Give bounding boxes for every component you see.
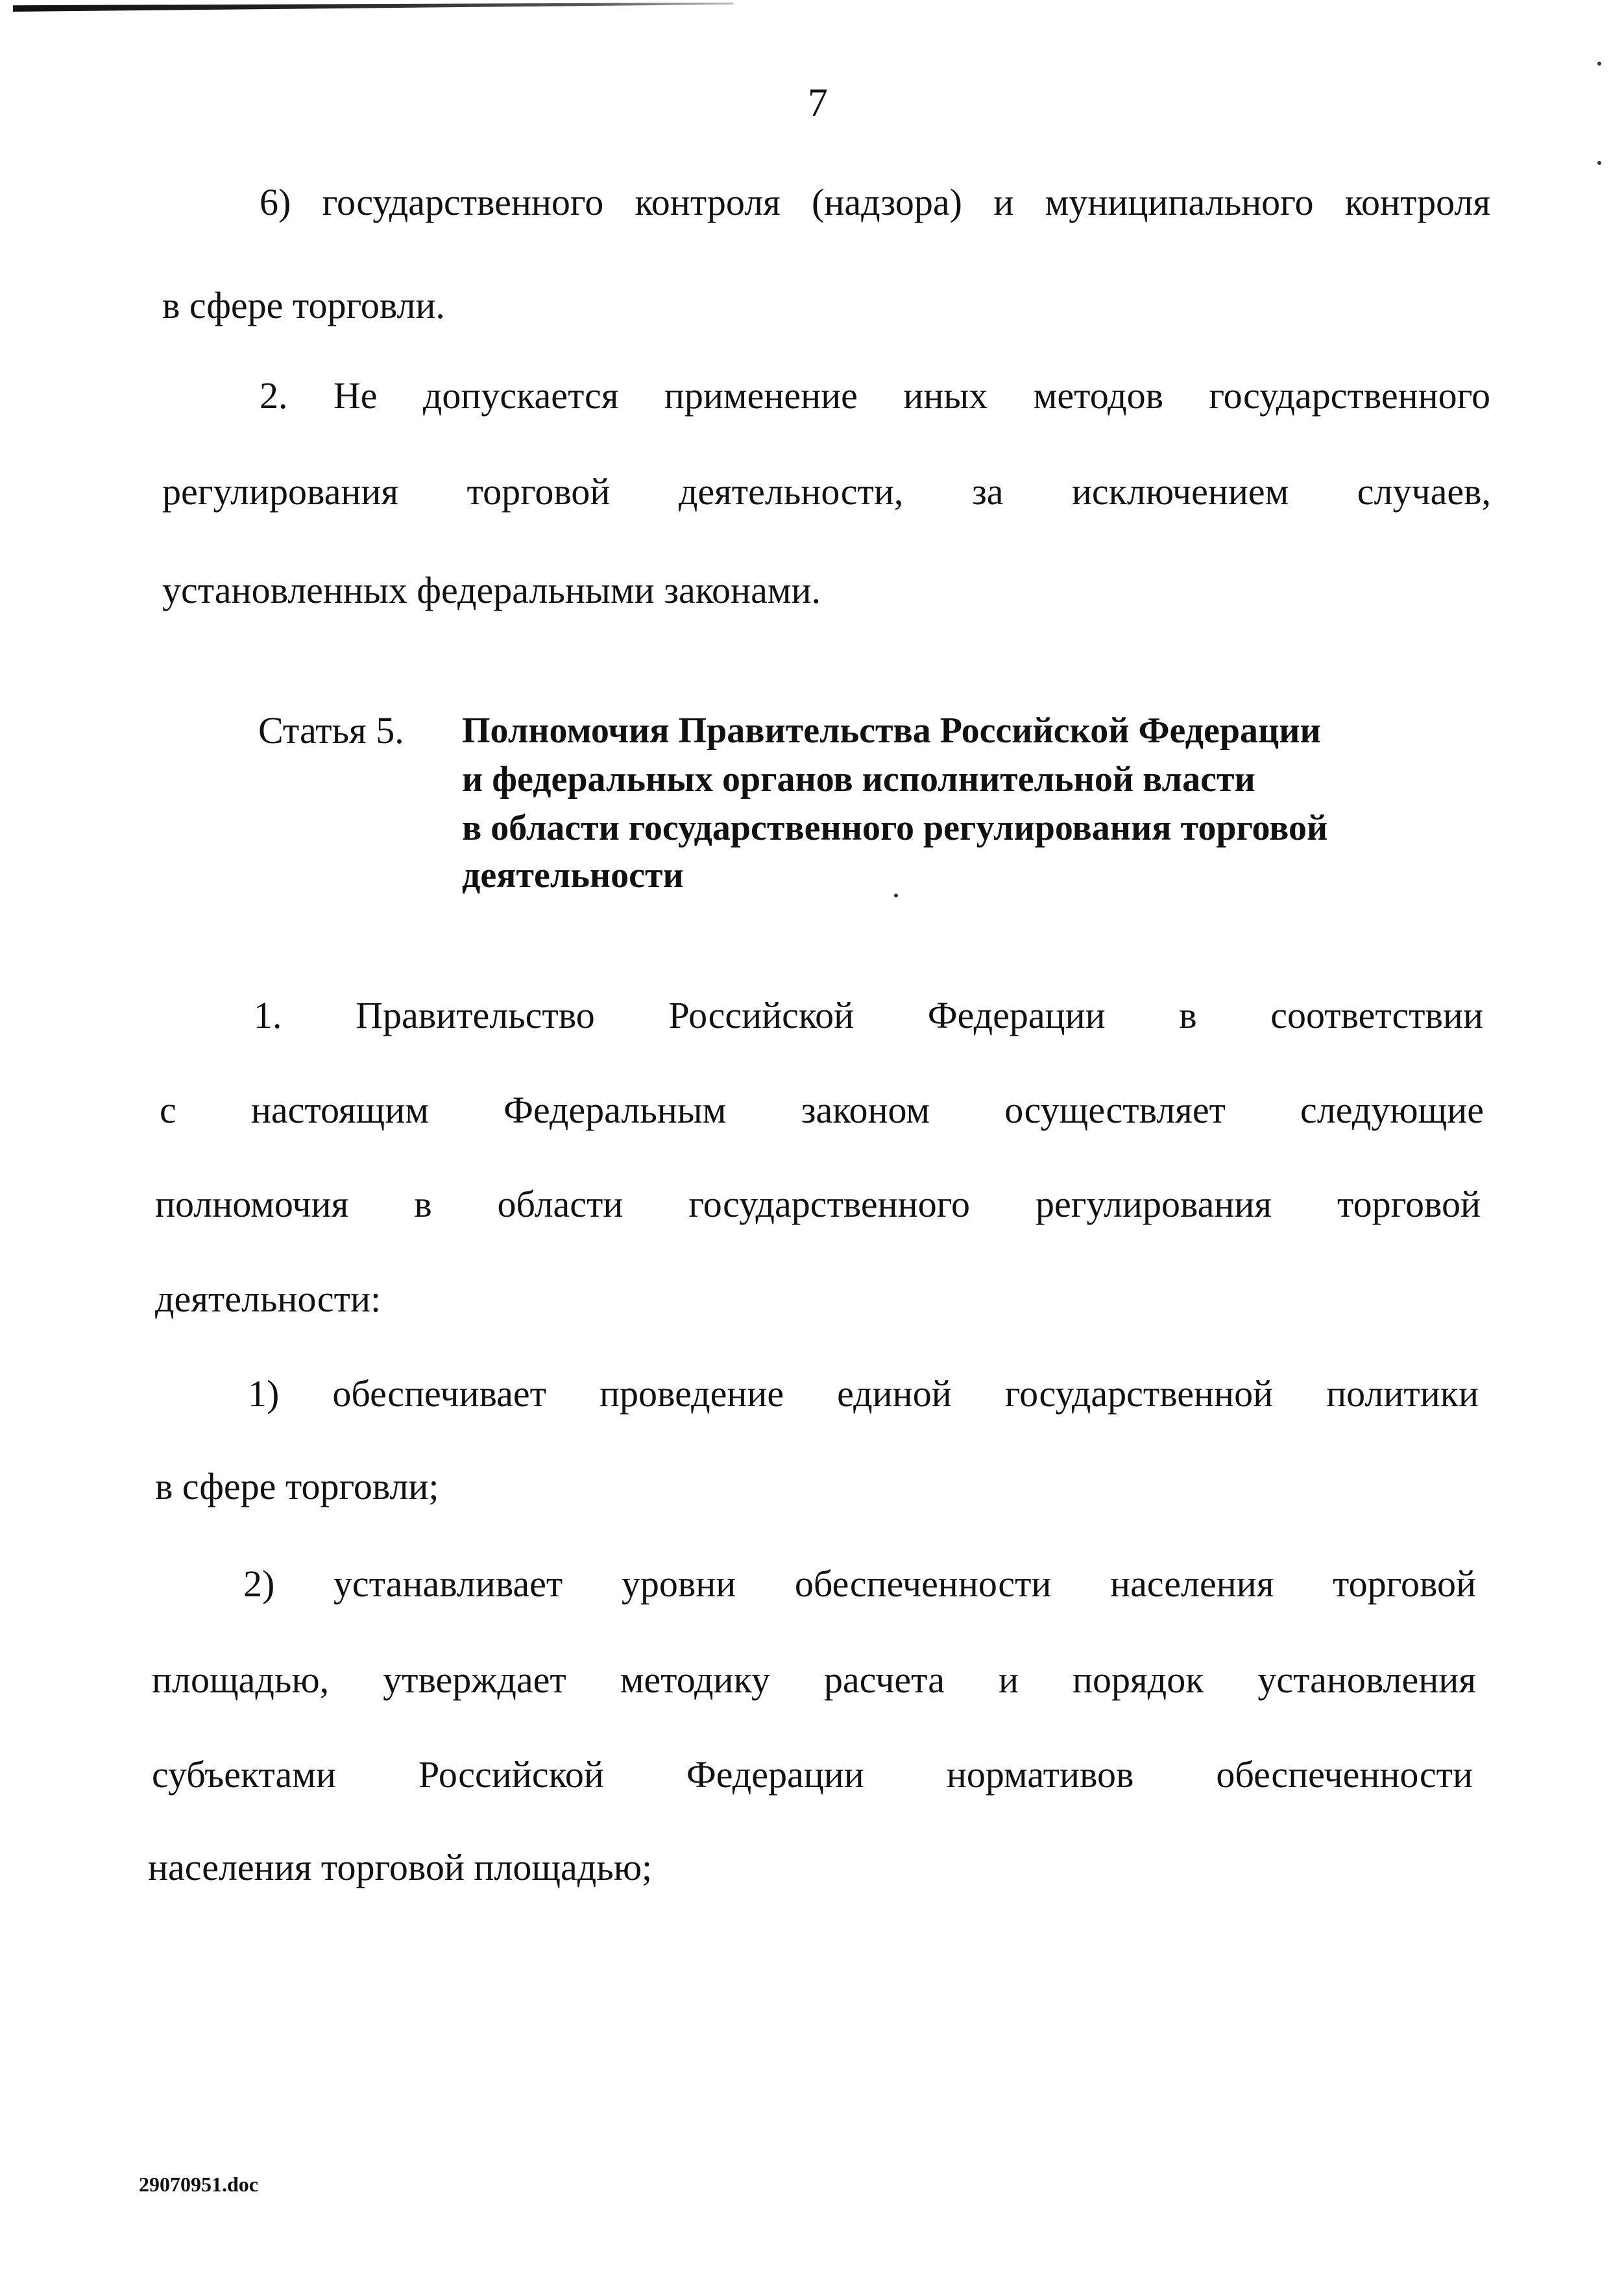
paragraph-line: полномочия в области государственного регулирования торговой	[155, 1183, 1481, 1225]
article-title-line: и федеральных органов исполнительной власти	[462, 759, 1255, 799]
scan-speck	[894, 894, 898, 897]
scan-edge-mark	[13, 3, 733, 12]
scan-speck	[1597, 161, 1601, 165]
footer-filename: 29070951.doc	[139, 2173, 258, 2196]
paragraph-line: регулирования торговой деятельности, за исключением случаев,	[162, 470, 1491, 513]
article-title-line: деятельности	[462, 855, 684, 896]
paragraph-line: деятельности:	[155, 1278, 382, 1320]
article-title-line: в области государственного регулирования торговой	[462, 808, 1328, 848]
paragraph-line: 1. Правительство Российской Федерации в соответствии	[254, 994, 1483, 1036]
paragraph-line: 2) устанавливает уровни обеспеченности населения торговой	[243, 1563, 1476, 1605]
paragraph-line: населения торговой площадью;	[148, 1846, 653, 1888]
article-title-line: Полномочия Правительства Российской Федерации	[462, 711, 1321, 751]
article-label: Статья 5.	[258, 709, 404, 751]
page-number: 7	[808, 81, 828, 125]
paragraph-line: 1) обеспечивает проведение единой государственной политики	[248, 1372, 1479, 1415]
paragraph-line: с настоящим Федеральным законом осуществляет следующие	[160, 1089, 1484, 1131]
scan-speck	[1597, 62, 1601, 66]
paragraph-line: 2. Не допускается применение иных методов государственного	[260, 374, 1490, 417]
paragraph-line: площадью, утверждает методику расчета и порядок установления	[152, 1659, 1476, 1701]
paragraph-line: 6) государственного контроля (надзора) и муниципального контроля	[260, 181, 1490, 223]
paragraph-line: субъектами Российской Федерации нормативов обеспеченности	[152, 1753, 1473, 1796]
paragraph-line: в сфере торговли.	[162, 284, 445, 326]
paragraph-line: установленных федеральными законами.	[162, 569, 821, 611]
paragraph-line: в сфере торговли;	[155, 1465, 439, 1507]
